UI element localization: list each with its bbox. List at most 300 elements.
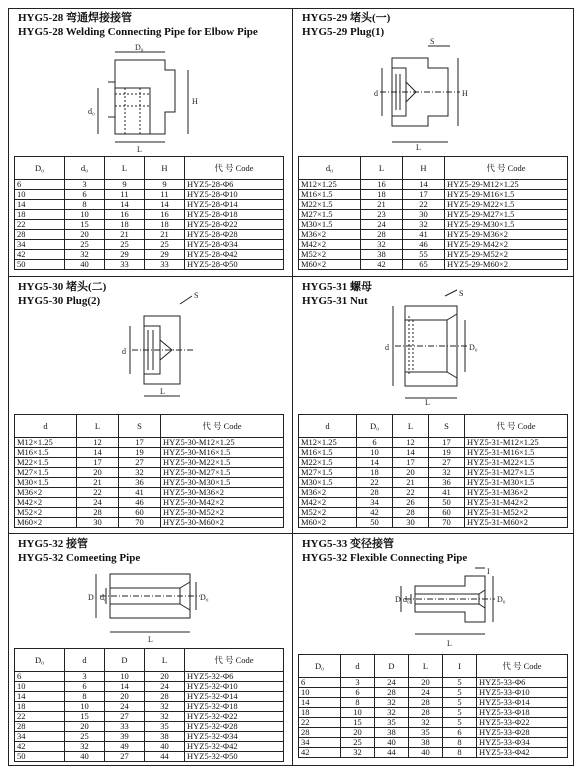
table-row bbox=[15, 260, 284, 270]
table-row bbox=[299, 518, 568, 528]
table-cell: 14 bbox=[403, 180, 445, 190]
table-cell: 17 bbox=[429, 438, 465, 448]
col-header: S bbox=[119, 415, 161, 438]
plug-1-drawing bbox=[370, 38, 490, 153]
col-header: D₀ bbox=[299, 655, 341, 678]
table-cell: 28 bbox=[299, 728, 341, 738]
table-cell: M42×2 bbox=[15, 498, 77, 508]
table-cell: 60 bbox=[119, 508, 161, 518]
table-row bbox=[299, 738, 568, 748]
table-cell: M16×1.5 bbox=[299, 190, 361, 200]
table-cell: 25 bbox=[341, 738, 375, 748]
table-cell: 40 bbox=[409, 748, 443, 758]
table-cell-code: HYZ5-30-M42×2 bbox=[161, 498, 284, 508]
panel-title-en: HYG5-32 Comeeting Pipe bbox=[18, 552, 141, 564]
table-cell: 28 bbox=[357, 488, 393, 498]
table-cell: 27 bbox=[429, 458, 465, 468]
table-cell-code: HYZ5-33-Φ10 bbox=[477, 688, 568, 698]
col-header: 代 号 Code bbox=[465, 415, 568, 438]
table-cell: 35 bbox=[409, 728, 443, 738]
col-header: 代 号 Code bbox=[185, 157, 284, 180]
dim-label-d0: D₀ bbox=[469, 343, 478, 352]
table-cell: 21 bbox=[105, 230, 145, 240]
divider-row1 bbox=[8, 276, 574, 277]
table-cell: M52×2 bbox=[299, 250, 361, 260]
panel-title-cn: HYG5-30 堵头(二) bbox=[18, 281, 107, 293]
col-header: D₀ bbox=[15, 649, 65, 672]
table-cell-code: HYZ5-29-M22×1.5 bbox=[445, 200, 568, 210]
table-cell: 18 bbox=[145, 220, 185, 230]
table-row bbox=[15, 672, 284, 682]
table-cell: 25 bbox=[65, 240, 105, 250]
table-cell: 14 bbox=[105, 682, 145, 692]
panel-title-en: HYG5-28 Welding Connecting Pipe for Elbow Pipe bbox=[18, 26, 258, 38]
dim-label-h: H bbox=[462, 89, 468, 98]
divider-row2 bbox=[8, 533, 574, 534]
spec-table bbox=[298, 654, 568, 758]
table-cell: 22 bbox=[299, 718, 341, 728]
table-cell: 41 bbox=[403, 230, 445, 240]
table-cell: 28 bbox=[145, 692, 185, 702]
col-header: 代 号 Code bbox=[185, 649, 284, 672]
table-cell: 10 bbox=[15, 190, 65, 200]
col-header: L bbox=[105, 157, 145, 180]
table-cell: 6 bbox=[443, 728, 477, 738]
table-row bbox=[299, 250, 568, 260]
table-cell: 44 bbox=[145, 752, 185, 762]
dim-label-d: D bbox=[88, 593, 94, 602]
table-cell: 49 bbox=[105, 742, 145, 752]
table-cell: 20 bbox=[409, 678, 443, 688]
table-cell: 32 bbox=[119, 468, 161, 478]
col-header: d bbox=[65, 649, 105, 672]
table-cell: 20 bbox=[105, 692, 145, 702]
table-row bbox=[15, 712, 284, 722]
table-cell: 44 bbox=[375, 748, 409, 758]
table-cell: 70 bbox=[429, 518, 465, 528]
table-cell-code: HYZ5-28-Φ42 bbox=[185, 250, 284, 260]
table-cell: 24 bbox=[361, 220, 403, 230]
table-cell-code: HYZ5-32-Φ6 bbox=[185, 672, 284, 682]
table-cell-code: HYZ5-33-Φ28 bbox=[477, 728, 568, 738]
table-cell: 5 bbox=[443, 678, 477, 688]
table-cell: 40 bbox=[65, 260, 105, 270]
col-header: d bbox=[15, 415, 77, 438]
table-header-row bbox=[299, 415, 568, 438]
table-cell: 28 bbox=[15, 722, 65, 732]
table-row bbox=[15, 498, 284, 508]
table-cell: 14 bbox=[393, 448, 429, 458]
table-cell: 14 bbox=[357, 458, 393, 468]
table-cell-code: HYZ5-32-Φ10 bbox=[185, 682, 284, 692]
table-cell: 50 bbox=[15, 260, 65, 270]
table-row bbox=[299, 688, 568, 698]
col-header: d₀ bbox=[299, 157, 361, 180]
table-cell: 9 bbox=[145, 180, 185, 190]
table-row bbox=[15, 692, 284, 702]
divider-top bbox=[8, 8, 574, 9]
table-cell-code: HYZ5-29-M16×1.5 bbox=[445, 190, 568, 200]
table-cell: 18 bbox=[15, 210, 65, 220]
table-cell-code: HYZ5-28-Φ28 bbox=[185, 230, 284, 240]
table-cell: 38 bbox=[145, 732, 185, 742]
table-cell-code: HYZ5-30-M16×1.5 bbox=[161, 448, 284, 458]
table-cell: 28 bbox=[15, 230, 65, 240]
table-row bbox=[299, 240, 568, 250]
table-row bbox=[299, 708, 568, 718]
dim-label-l: L bbox=[160, 387, 165, 396]
table-row bbox=[299, 508, 568, 518]
table-cell: 17 bbox=[77, 458, 119, 468]
table-cell: M60×2 bbox=[299, 518, 357, 528]
table-cell: 27 bbox=[119, 458, 161, 468]
table-cell: 14 bbox=[15, 692, 65, 702]
col-header: I bbox=[443, 655, 477, 678]
table-cell: M52×2 bbox=[299, 508, 357, 518]
table-cell: 25 bbox=[105, 240, 145, 250]
table-row bbox=[299, 678, 568, 688]
col-header: D bbox=[105, 649, 145, 672]
divider-center bbox=[292, 8, 293, 765]
table-cell-code: HYZ5-28-Φ10 bbox=[185, 190, 284, 200]
table-cell-code: HYZ5-29-M27×1.5 bbox=[445, 210, 568, 220]
table-cell: 29 bbox=[145, 250, 185, 260]
table-cell: 30 bbox=[403, 210, 445, 220]
table-row bbox=[299, 438, 568, 448]
dim-label-l: L bbox=[416, 143, 421, 152]
table-row bbox=[299, 200, 568, 210]
col-header: H bbox=[145, 157, 185, 180]
table-cell: 60 bbox=[429, 508, 465, 518]
table-cell: 14 bbox=[145, 200, 185, 210]
table-cell: 22 bbox=[393, 488, 429, 498]
col-header: L bbox=[409, 655, 443, 678]
table-cell: M22×1.5 bbox=[299, 458, 357, 468]
dim-label-d: d bbox=[122, 347, 126, 356]
table-cell-code: HYZ5-32-Φ28 bbox=[185, 722, 284, 732]
table-cell: 65 bbox=[403, 260, 445, 270]
table-cell-code: HYZ5-31-M42×2 bbox=[465, 498, 568, 508]
table-cell: 20 bbox=[65, 722, 105, 732]
table-cell: 18 bbox=[299, 708, 341, 718]
table-cell: 15 bbox=[65, 220, 105, 230]
table-row bbox=[299, 498, 568, 508]
table-cell: 20 bbox=[341, 728, 375, 738]
table-cell: 19 bbox=[119, 448, 161, 458]
table-cell: 6 bbox=[15, 180, 65, 190]
table-cell: 21 bbox=[393, 478, 429, 488]
table-cell: M36×2 bbox=[15, 488, 77, 498]
table-cell-code: HYZ5-28-Φ50 bbox=[185, 260, 284, 270]
table-cell: M42×2 bbox=[299, 498, 357, 508]
table-row bbox=[15, 180, 284, 190]
table-cell-code: HYZ5-31-M16×1.5 bbox=[465, 448, 568, 458]
table-cell-code: HYZ5-28-Φ14 bbox=[185, 200, 284, 210]
table-cell-code: HYZ5-31-M12×1.25 bbox=[465, 438, 568, 448]
table-cell: 18 bbox=[15, 702, 65, 712]
table-cell: 26 bbox=[393, 498, 429, 508]
plug-2-drawing bbox=[120, 290, 230, 402]
col-header: D₀ bbox=[15, 157, 65, 180]
table-cell: 25 bbox=[65, 732, 105, 742]
table-cell: 10 bbox=[105, 672, 145, 682]
flexible-pipe-drawing bbox=[395, 566, 525, 652]
table-cell: 9 bbox=[105, 180, 145, 190]
table-row bbox=[299, 698, 568, 708]
table-cell: 40 bbox=[375, 738, 409, 748]
table-cell: 8 bbox=[65, 200, 105, 210]
table-cell-code: HYZ5-28-Φ22 bbox=[185, 220, 284, 230]
table-row bbox=[15, 438, 284, 448]
table-cell-code: HYZ5-33-Φ34 bbox=[477, 738, 568, 748]
table-cell: 8 bbox=[341, 698, 375, 708]
table-cell: 14 bbox=[299, 698, 341, 708]
table-cell-code: HYZ5-30-M60×2 bbox=[161, 518, 284, 528]
table-cell: 10 bbox=[357, 448, 393, 458]
table-cell-code: HYZ5-33-Φ14 bbox=[477, 698, 568, 708]
table-cell-code: HYZ5-30-M27×1.5 bbox=[161, 468, 284, 478]
table-row bbox=[299, 230, 568, 240]
table-cell: M12×1.25 bbox=[299, 180, 361, 190]
dim-label-s: S bbox=[459, 289, 464, 298]
panel-title-cn: HYG5-33 变径接管 bbox=[302, 538, 394, 550]
table-cell: 22 bbox=[403, 200, 445, 210]
table-cell: 28 bbox=[77, 508, 119, 518]
table-cell: 15 bbox=[341, 718, 375, 728]
table-cell-code: HYZ5-28-Φ34 bbox=[185, 240, 284, 250]
col-header: D₀ bbox=[357, 415, 393, 438]
dim-label-d0-inner: d₀ bbox=[88, 107, 95, 116]
table-cell: 12 bbox=[393, 438, 429, 448]
table-cell: 50 bbox=[15, 752, 65, 762]
table-cell: 33 bbox=[105, 722, 145, 732]
table-row bbox=[15, 732, 284, 742]
table-cell: 28 bbox=[375, 688, 409, 698]
table-cell-code: HYZ5-31-M60×2 bbox=[465, 518, 568, 528]
table-cell: 10 bbox=[299, 688, 341, 698]
col-header: H bbox=[403, 157, 445, 180]
table-cell: 41 bbox=[429, 488, 465, 498]
table-cell-code: HYZ5-29-M42×2 bbox=[445, 240, 568, 250]
table-row bbox=[15, 210, 284, 220]
table-body bbox=[15, 438, 284, 528]
table-cell: 36 bbox=[429, 478, 465, 488]
table-row bbox=[15, 220, 284, 230]
table-cell: M22×1.5 bbox=[299, 200, 361, 210]
table-cell: 3 bbox=[65, 180, 105, 190]
table-cell: 32 bbox=[409, 718, 443, 728]
dim-label-l: L bbox=[425, 398, 430, 406]
table-cell-code: HYZ5-29-M30×1.5 bbox=[445, 220, 568, 230]
table-cell-code: HYZ5-30-M12×1.25 bbox=[161, 438, 284, 448]
table-row bbox=[15, 230, 284, 240]
table-cell-code: HYZ5-31-M52×2 bbox=[465, 508, 568, 518]
table-cell: 42 bbox=[15, 250, 65, 260]
table-row bbox=[15, 742, 284, 752]
spec-table bbox=[14, 156, 284, 270]
table-cell: 28 bbox=[409, 698, 443, 708]
table-row bbox=[299, 458, 568, 468]
table-header-row bbox=[299, 655, 568, 678]
table-cell: 35 bbox=[375, 718, 409, 728]
table-header-row bbox=[15, 649, 284, 672]
table-cell-code: HYZ5-32-Φ34 bbox=[185, 732, 284, 742]
table-cell: 40 bbox=[65, 752, 105, 762]
table-cell: 40 bbox=[145, 742, 185, 752]
table-cell: 22 bbox=[77, 488, 119, 498]
table-cell: 14 bbox=[105, 200, 145, 210]
table-cell-code: HYZ5-32-Φ42 bbox=[185, 742, 284, 752]
table-cell: 6 bbox=[357, 438, 393, 448]
dim-label-d0: d₀ bbox=[403, 595, 410, 604]
table-cell: 27 bbox=[105, 712, 145, 722]
table-cell-code: HYZ5-33-Φ6 bbox=[477, 678, 568, 688]
table-cell: 28 bbox=[409, 708, 443, 718]
table-cell: 5 bbox=[443, 688, 477, 698]
table-cell: 23 bbox=[361, 210, 403, 220]
table-row bbox=[15, 518, 284, 528]
table-cell-code: HYZ5-28-Φ6 bbox=[185, 180, 284, 190]
table-cell-code: HYZ5-29-M12×1.25 bbox=[445, 180, 568, 190]
table-cell: 38 bbox=[361, 250, 403, 260]
table-cell-code: HYZ5-31-M36×2 bbox=[465, 488, 568, 498]
divider-left bbox=[8, 8, 9, 765]
table-cell: M36×2 bbox=[299, 230, 361, 240]
table-cell: 24 bbox=[105, 702, 145, 712]
table-cell: M36×2 bbox=[299, 488, 357, 498]
table-cell: 16 bbox=[105, 210, 145, 220]
table-row bbox=[15, 722, 284, 732]
table-body bbox=[299, 438, 568, 528]
table-cell: 46 bbox=[403, 240, 445, 250]
table-cell: 32 bbox=[375, 708, 409, 718]
table-row bbox=[299, 210, 568, 220]
table-header-row bbox=[15, 415, 284, 438]
table-cell: 32 bbox=[65, 742, 105, 752]
table-cell: 21 bbox=[145, 230, 185, 240]
table-row bbox=[15, 200, 284, 210]
table-row bbox=[299, 220, 568, 230]
table-row bbox=[299, 488, 568, 498]
table-cell: 5 bbox=[443, 718, 477, 728]
col-header: D bbox=[375, 655, 409, 678]
table-cell: M60×2 bbox=[299, 260, 361, 270]
table-cell: 34 bbox=[15, 240, 65, 250]
table-cell: 10 bbox=[15, 682, 65, 692]
table-cell: 24 bbox=[145, 682, 185, 692]
table-cell: 24 bbox=[375, 678, 409, 688]
table-cell: M27×1.5 bbox=[299, 468, 357, 478]
table-cell-code: HYZ5-33-Φ22 bbox=[477, 718, 568, 728]
table-cell: M27×1.5 bbox=[299, 210, 361, 220]
col-header: 代 号 Code bbox=[477, 655, 568, 678]
table-row bbox=[299, 260, 568, 270]
table-cell: 36 bbox=[119, 478, 161, 488]
col-header: L bbox=[361, 157, 403, 180]
nut-drawing bbox=[385, 288, 505, 406]
spec-table bbox=[14, 648, 284, 762]
table-cell: 34 bbox=[15, 732, 65, 742]
table-header-row bbox=[299, 157, 568, 180]
table-cell: M16×1.5 bbox=[299, 448, 357, 458]
spec-table bbox=[298, 414, 568, 528]
table-cell: 24 bbox=[409, 688, 443, 698]
table-cell: 20 bbox=[65, 230, 105, 240]
table-cell: 3 bbox=[65, 672, 105, 682]
divider-right bbox=[573, 8, 574, 765]
table-cell-code: HYZ5-30-M52×2 bbox=[161, 508, 284, 518]
table-cell: 12 bbox=[77, 438, 119, 448]
table-cell: 11 bbox=[145, 190, 185, 200]
table-cell: 17 bbox=[403, 190, 445, 200]
table-cell: 14 bbox=[15, 200, 65, 210]
table-cell-code: HYZ5-33-Φ18 bbox=[477, 708, 568, 718]
dim-label-d0-outer: D₀ bbox=[200, 593, 209, 602]
table-cell-code: HYZ5-32-Φ18 bbox=[185, 702, 284, 712]
panel-title-en: HYG5-32 Flexible Connecting Pipe bbox=[302, 552, 468, 564]
table-cell: 10 bbox=[65, 210, 105, 220]
table-cell: 18 bbox=[361, 190, 403, 200]
panel-title-cn: HYG5-28 弯通焊接接管 bbox=[18, 12, 132, 24]
table-row bbox=[299, 180, 568, 190]
table-row bbox=[15, 508, 284, 518]
table-row bbox=[15, 240, 284, 250]
table-row bbox=[15, 488, 284, 498]
table-cell-code: HYZ5-31-M30×1.5 bbox=[465, 478, 568, 488]
dim-label-i: I bbox=[487, 567, 490, 576]
table-cell: 6 bbox=[65, 190, 105, 200]
table-cell: 28 bbox=[361, 230, 403, 240]
table-row bbox=[15, 468, 284, 478]
table-cell: 20 bbox=[77, 468, 119, 478]
table-cell: 38 bbox=[375, 728, 409, 738]
table-row bbox=[15, 448, 284, 458]
table-cell-code: HYZ5-32-Φ22 bbox=[185, 712, 284, 722]
table-row bbox=[15, 478, 284, 488]
table-cell: 28 bbox=[393, 508, 429, 518]
table-cell: 5 bbox=[443, 698, 477, 708]
table-cell: 20 bbox=[393, 468, 429, 478]
table-cell-code: HYZ5-30-M22×1.5 bbox=[161, 458, 284, 468]
col-header: S bbox=[429, 415, 465, 438]
col-header: 代 号 Code bbox=[445, 157, 568, 180]
table-cell: 32 bbox=[145, 712, 185, 722]
table-cell: 38 bbox=[409, 738, 443, 748]
panel-title-cn: HYG5-31 螺母 bbox=[302, 281, 372, 293]
table-cell: 17 bbox=[119, 438, 161, 448]
table-cell: 16 bbox=[361, 180, 403, 190]
table-header-row bbox=[15, 157, 284, 180]
table-row bbox=[299, 468, 568, 478]
table-row bbox=[15, 752, 284, 762]
table-cell: 41 bbox=[119, 488, 161, 498]
table-cell: 33 bbox=[105, 260, 145, 270]
table-cell: 20 bbox=[145, 672, 185, 682]
table-cell: 42 bbox=[361, 260, 403, 270]
table-cell: 15 bbox=[65, 712, 105, 722]
table-cell: 34 bbox=[299, 738, 341, 748]
table-cell: M27×1.5 bbox=[15, 468, 77, 478]
table-body bbox=[299, 678, 568, 758]
col-header: L bbox=[393, 415, 429, 438]
table-cell: 24 bbox=[77, 498, 119, 508]
table-cell: 42 bbox=[15, 742, 65, 752]
dim-label-d: d bbox=[385, 343, 389, 352]
table-cell: 6 bbox=[15, 672, 65, 682]
table-body bbox=[299, 180, 568, 270]
table-cell: 32 bbox=[65, 250, 105, 260]
dim-label-d0: d₀ bbox=[100, 593, 107, 602]
